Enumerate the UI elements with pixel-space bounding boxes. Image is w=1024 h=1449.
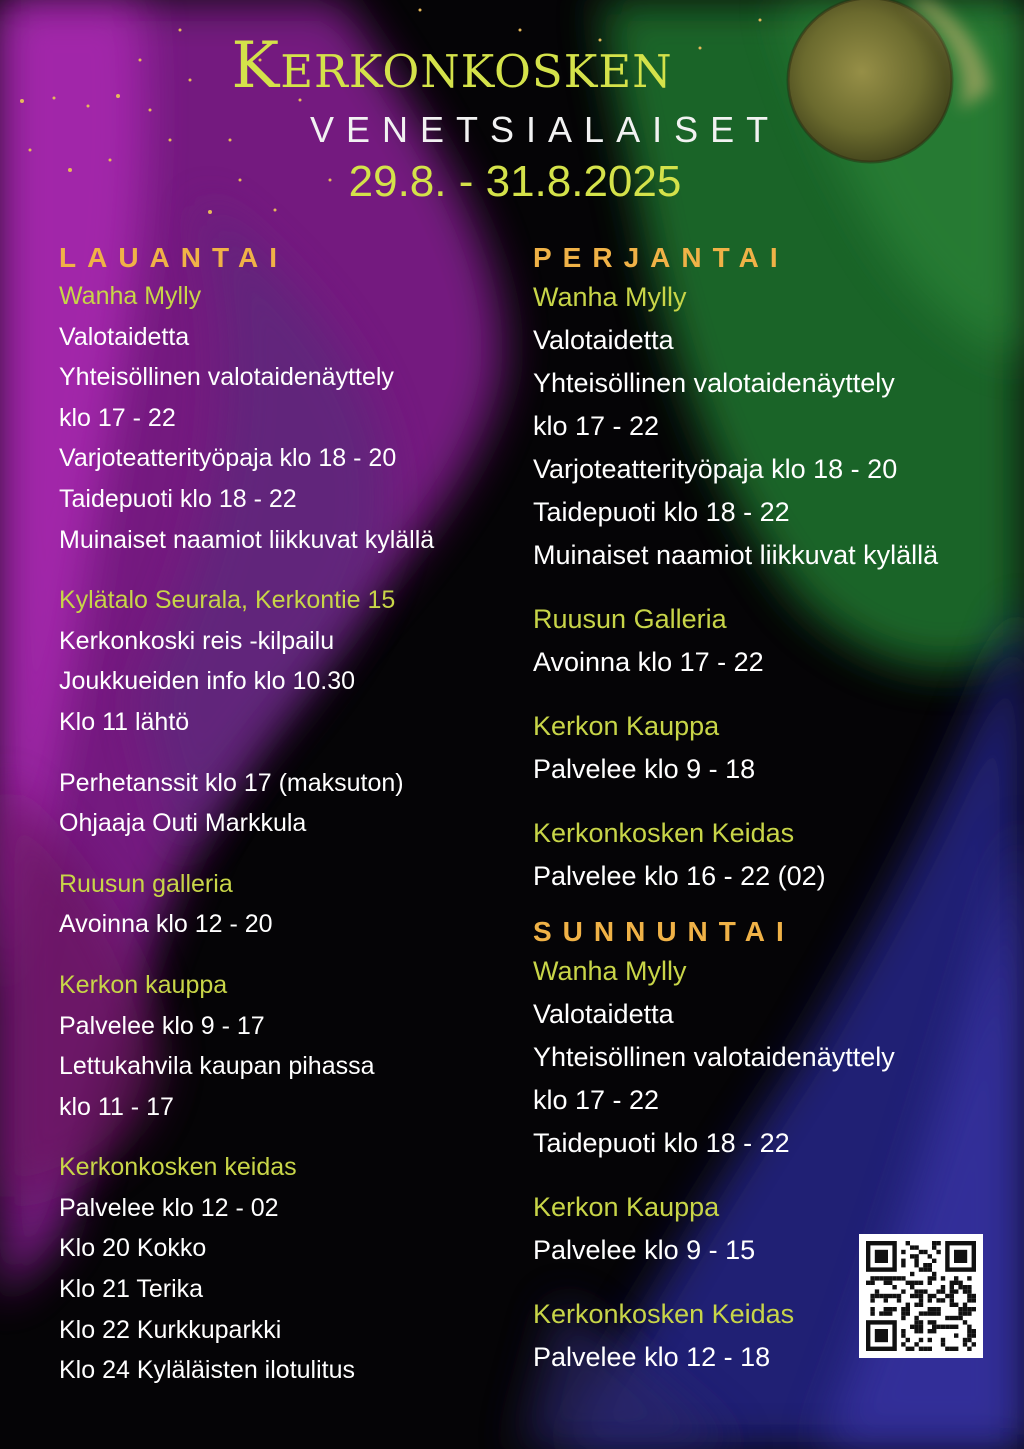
group-spacer (59, 1127, 499, 1147)
right-column (533, 240, 983, 1379)
group-spacer (533, 684, 983, 705)
schedule-line: Varjoteatterityöpaja klo 18 - 20 (59, 444, 397, 473)
venue-name: Kerkon Kauppa (533, 1192, 720, 1222)
group-spacer (59, 560, 499, 580)
schedule-line: Avoinna klo 17 - 22 (533, 647, 764, 677)
schedule-line: Taidepuoti klo 18 - 22 (533, 1128, 790, 1158)
day-spacer (533, 898, 983, 914)
schedule-line: Valotaidetta (533, 325, 674, 355)
group-spacer (533, 791, 983, 812)
venue-name: Kerkonkosken Keidas (533, 818, 795, 848)
day-heading: SUNNUNTAI (533, 916, 795, 947)
schedule-line: Perhetanssit klo 17 (maksuton) (59, 768, 404, 797)
title-main: Kerkonkosken (231, 29, 673, 103)
group-spacer (533, 577, 983, 598)
schedule-line: klo 17 - 22 (59, 403, 176, 432)
schedule-line: Muinaiset naamiot liikkuvat kylällä (59, 525, 435, 554)
schedule-line: Kerkonkoski reis -kilpailu (59, 626, 335, 655)
venue-name: Kerkonkosken Keidas (533, 1299, 795, 1329)
schedule-line: Lettukahvila kaupan pihassa (59, 1052, 375, 1081)
day-heading: LAUANTAI (59, 242, 289, 273)
schedule-line: Avoinna klo 12 - 20 (59, 910, 273, 939)
event-dates: 29.8. - 31.8.2025 (348, 157, 682, 206)
schedule-line: Palvelee klo 9 - 17 (59, 1011, 265, 1040)
schedule-line: Klo 22 Kurkkuparkki (59, 1315, 282, 1344)
day-heading: PERJANTAI (533, 242, 789, 273)
schedule-line: Muinaiset naamiot liikkuvat kylällä (533, 540, 939, 570)
schedule-line: Klo 11 lähtö (59, 707, 190, 736)
schedule-line: Valotaidetta (59, 322, 190, 351)
title-sub: VENETSIALAISET (310, 109, 781, 150)
schedule-line: Yhteisöllinen valotaidenäyttely (59, 363, 394, 392)
schedule-line: Yhteisöllinen valotaidenäyttely (533, 368, 895, 398)
schedule-line: Palvelee klo 12 - 18 (533, 1342, 771, 1372)
venue-name: Ruusun galleria (59, 869, 233, 898)
group-spacer (533, 1165, 983, 1186)
group-spacer (59, 743, 499, 763)
schedule-line: Klo 21 Terika (59, 1275, 204, 1304)
schedule-line: Ohjaaja Outi Markkula (59, 809, 307, 838)
schedule-line: Palvelee klo 12 - 02 (59, 1193, 279, 1222)
schedule-line: Palvelee klo 9 - 15 (533, 1235, 756, 1265)
venue-name: Kerkon kauppa (59, 970, 228, 999)
schedule-line: klo 11 - 17 (59, 1092, 174, 1121)
schedule-line: Varjoteatterityöpaja klo 18 - 20 (533, 454, 898, 484)
venue-name: Ruusun Galleria (533, 604, 727, 634)
venue-name: Kerkonkosken keidas (59, 1153, 297, 1182)
left-column (59, 240, 499, 1391)
group-spacer (59, 945, 499, 965)
schedule-line: klo 17 - 22 (533, 1085, 660, 1115)
schedule-line: Valotaidetta (533, 999, 674, 1029)
schedule-line: Taidepuoti klo 18 - 22 (59, 484, 297, 513)
schedule-line: klo 17 - 22 (533, 411, 660, 441)
venue-name: Kylätalo Seurala, Kerkontie 15 (59, 586, 396, 615)
schedule-line: Klo 20 Kokko (59, 1234, 207, 1263)
venue-name: Wanha Mylly (533, 282, 687, 312)
schedule-line: Taidepuoti klo 18 - 22 (533, 497, 790, 527)
venue-name: Wanha Mylly (59, 282, 202, 310)
qr-code-icon[interactable] (859, 1234, 983, 1358)
schedule-line: Klo 24 Kyläläisten ilotulitus (59, 1356, 355, 1385)
schedule-line: Palvelee klo 9 - 18 (533, 754, 756, 784)
schedule-line: Yhteisöllinen valotaidenäyttely (533, 1042, 895, 1072)
venue-name: Wanha Mylly (533, 956, 687, 986)
group-spacer (59, 844, 499, 864)
schedule-line: Joukkueiden info klo 10.30 (59, 667, 356, 696)
venue-name: Kerkon Kauppa (533, 711, 720, 741)
schedule-line: Palvelee klo 16 - 22 (02) (533, 861, 826, 891)
